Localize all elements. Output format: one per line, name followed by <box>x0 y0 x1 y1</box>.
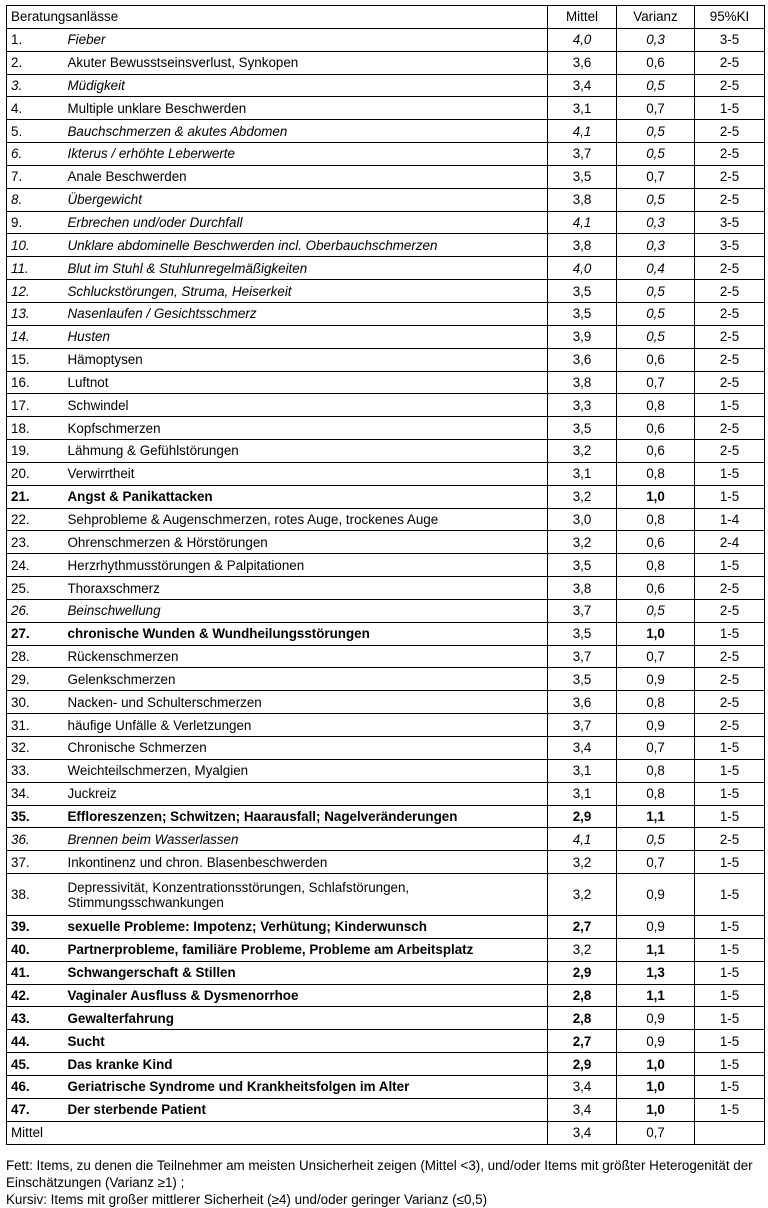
row-mean: 2,7 <box>548 916 617 939</box>
table-row <box>7 1075 765 1098</box>
row-number: 17. <box>7 394 68 417</box>
row-variance: 0,5 <box>617 188 695 211</box>
row-ci: 1-4 <box>695 508 765 531</box>
row-label: sexuelle Probleme: Impotenz; Verhütung; Kinderwunsch <box>68 916 548 939</box>
table-row <box>7 348 765 371</box>
row-number: 32. <box>7 737 68 760</box>
table-row <box>7 1053 765 1076</box>
row-mean: 3,5 <box>548 417 617 440</box>
row-number: 28. <box>7 645 68 668</box>
row-variance: 0,5 <box>617 120 695 143</box>
table-row <box>7 599 765 622</box>
table-row <box>7 188 765 211</box>
row-number: 8. <box>7 188 68 211</box>
row-label: Multiple unklare Beschwerden <box>68 97 548 120</box>
row-number: 10. <box>7 234 68 257</box>
row-ci: 2-5 <box>695 668 765 691</box>
row-variance: 0,6 <box>617 51 695 74</box>
table-row <box>7 737 765 760</box>
row-mean: 3,5 <box>548 280 617 303</box>
row-mean: 4,0 <box>548 28 617 51</box>
row-label: Schluckstörungen, Struma, Heiserkeit <box>68 280 548 303</box>
row-mean: 3,5 <box>548 622 617 645</box>
row-variance: 1,1 <box>617 805 695 828</box>
table-row <box>7 577 765 600</box>
row-number: 15. <box>7 348 68 371</box>
row-variance: 0,9 <box>617 668 695 691</box>
row-ci: 2-5 <box>695 417 765 440</box>
table-row <box>7 51 765 74</box>
row-number: 43. <box>7 1007 68 1030</box>
row-variance: 0,7 <box>617 371 695 394</box>
table-row <box>7 302 765 325</box>
row-variance: 0,7 <box>617 97 695 120</box>
row-ci: 1-5 <box>695 782 765 805</box>
row-number: 5. <box>7 120 68 143</box>
row-ci: 2-5 <box>695 143 765 166</box>
header-mean: Mittel <box>548 6 617 29</box>
table-row <box>7 440 765 463</box>
row-variance: 0,9 <box>617 1030 695 1053</box>
row-variance: 0,7 <box>617 737 695 760</box>
table-row <box>7 120 765 143</box>
table-row <box>7 622 765 645</box>
note-bold: Fett: Items, zu denen die Teilnehmer am meisten Unsicherheit zeigen (Mittel <3), und/oder Items mit größter Heterogenität der Einschätzungen (Varianz ≥1) ; <box>6 1157 753 1190</box>
table-row <box>7 74 765 97</box>
table-row <box>7 984 765 1007</box>
row-number: 13. <box>7 302 68 325</box>
row-ci: 3-5 <box>695 28 765 51</box>
row-number: 16. <box>7 371 68 394</box>
row-ci: 2-5 <box>695 165 765 188</box>
row-ci: 2-5 <box>695 188 765 211</box>
row-ci: 2-5 <box>695 645 765 668</box>
row-number: 39. <box>7 916 68 939</box>
table-row <box>7 417 765 440</box>
row-label: Hämoptysen <box>68 348 548 371</box>
row-number: 18. <box>7 417 68 440</box>
row-number: 11. <box>7 257 68 280</box>
row-ci: 2-5 <box>695 828 765 851</box>
table-row <box>7 554 765 577</box>
row-mean: 3,5 <box>548 165 617 188</box>
row-label: Herzrhythmusstörungen & Palpitationen <box>68 554 548 577</box>
row-label: Chronische Schmerzen <box>68 737 548 760</box>
row-ci: 2-5 <box>695 302 765 325</box>
row-mean: 3,1 <box>548 759 617 782</box>
row-variance: 0,9 <box>617 916 695 939</box>
row-number: 31. <box>7 714 68 737</box>
table-row <box>7 394 765 417</box>
consultation-reasons-table <box>6 5 765 1145</box>
row-label: Kopfschmerzen <box>68 417 548 440</box>
table-row <box>7 531 765 554</box>
table-row <box>7 325 765 348</box>
row-mean: 3,4 <box>548 737 617 760</box>
row-variance: 1,3 <box>617 961 695 984</box>
row-variance: 0,3 <box>617 211 695 234</box>
row-label: Brennen beim Wasserlassen <box>68 828 548 851</box>
table-row <box>7 759 765 782</box>
row-mean: 3,8 <box>548 371 617 394</box>
row-variance: 1,0 <box>617 1098 695 1121</box>
row-ci: 1-5 <box>695 485 765 508</box>
table-row <box>7 28 765 51</box>
header-variance: Varianz <box>617 6 695 29</box>
row-ci: 1-5 <box>695 759 765 782</box>
row-label: Angst & Panikattacken <box>68 485 548 508</box>
row-label: Verwirrtheit <box>68 462 548 485</box>
row-variance: 0,8 <box>617 691 695 714</box>
row-label: Das kranke Kind <box>68 1053 548 1076</box>
row-mean: 3,8 <box>548 234 617 257</box>
row-label: Schwangerschaft & Stillen <box>68 961 548 984</box>
row-number: 40. <box>7 938 68 961</box>
row-ci: 3-5 <box>695 211 765 234</box>
row-label: Ikterus / erhöhte Leberwerte <box>68 143 548 166</box>
row-label: Depressivität, Konzentrationsstörungen, Schlafstörungen, Stimmungsschwankungen <box>68 874 548 916</box>
row-mean: 2,9 <box>548 961 617 984</box>
row-variance: 0,7 <box>617 851 695 874</box>
row-ci: 2-5 <box>695 120 765 143</box>
row-label: Der sterbende Patient <box>68 1098 548 1121</box>
row-variance: 0,5 <box>617 74 695 97</box>
row-number: 45. <box>7 1053 68 1076</box>
row-mean: 4,0 <box>548 257 617 280</box>
row-variance: 0,8 <box>617 462 695 485</box>
row-label: Gelenkschmerzen <box>68 668 548 691</box>
row-mean: 3,8 <box>548 577 617 600</box>
table-row <box>7 916 765 939</box>
table-row <box>7 691 765 714</box>
row-mean: 3,1 <box>548 462 617 485</box>
mean-row-ci <box>695 1121 765 1144</box>
row-ci: 2-5 <box>695 51 765 74</box>
table-row <box>7 645 765 668</box>
row-mean: 3,5 <box>548 302 617 325</box>
row-variance: 0,4 <box>617 257 695 280</box>
row-mean: 3,7 <box>548 143 617 166</box>
row-ci: 1-5 <box>695 961 765 984</box>
row-number: 4. <box>7 97 68 120</box>
table-body <box>7 28 765 1121</box>
row-variance: 1,0 <box>617 1053 695 1076</box>
row-variance: 1,0 <box>617 622 695 645</box>
row-ci: 1-5 <box>695 554 765 577</box>
row-mean: 3,9 <box>548 325 617 348</box>
header-row <box>7 6 765 29</box>
row-mean: 3,4 <box>548 1075 617 1098</box>
row-number: 25. <box>7 577 68 600</box>
row-label: häufige Unfälle & Verletzungen <box>68 714 548 737</box>
row-ci: 1-5 <box>695 851 765 874</box>
row-number: 36. <box>7 828 68 851</box>
row-label: Akuter Bewusstseinsverlust, Synkopen <box>68 51 548 74</box>
row-number: 29. <box>7 668 68 691</box>
row-label: Geriatrische Syndrome und Krankheitsfolgen im Alter <box>68 1075 548 1098</box>
row-variance: 1,0 <box>617 485 695 508</box>
row-mean: 3,7 <box>548 645 617 668</box>
row-variance: 0,8 <box>617 508 695 531</box>
row-ci: 2-5 <box>695 257 765 280</box>
row-variance: 1,0 <box>617 1075 695 1098</box>
row-mean: 3,7 <box>548 599 617 622</box>
row-label: Inkontinenz und chron. Blasenbeschwerden <box>68 851 548 874</box>
row-ci: 1-5 <box>695 97 765 120</box>
row-ci: 1-5 <box>695 1030 765 1053</box>
row-variance: 0,9 <box>617 1007 695 1030</box>
table-row <box>7 508 765 531</box>
row-label: Schwindel <box>68 394 548 417</box>
row-ci: 2-5 <box>695 577 765 600</box>
row-label: Ohrenschmerzen & Hörstörungen <box>68 531 548 554</box>
table-row <box>7 961 765 984</box>
row-label: Fieber <box>68 28 548 51</box>
row-label: chronische Wunden & Wundheilungsstörungen <box>68 622 548 645</box>
row-label: Beinschwellung <box>68 599 548 622</box>
row-ci: 1-5 <box>695 1098 765 1121</box>
table-container <box>6 5 764 1208</box>
row-variance: 0,7 <box>617 165 695 188</box>
row-label: Müdigkeit <box>68 74 548 97</box>
row-variance: 0,8 <box>617 554 695 577</box>
row-variance: 0,8 <box>617 782 695 805</box>
table-row <box>7 714 765 737</box>
row-label: Unklare abdominelle Beschwerden incl. Oberbauchschmerzen <box>68 234 548 257</box>
row-variance: 0,9 <box>617 874 695 916</box>
row-number: 2. <box>7 51 68 74</box>
table-row <box>7 143 765 166</box>
table-row <box>7 1098 765 1121</box>
row-variance: 0,9 <box>617 714 695 737</box>
row-number: 6. <box>7 143 68 166</box>
row-ci: 2-5 <box>695 325 765 348</box>
row-ci: 2-5 <box>695 280 765 303</box>
note-italic: Kursiv: Items mit großer mittlerer Sicherheit (≥4) und/oder geringer Varianz (≤0,5) <box>6 1191 488 1207</box>
row-number: 38. <box>7 874 68 916</box>
row-number: 30. <box>7 691 68 714</box>
row-label: Luftnot <box>68 371 548 394</box>
row-number: 37. <box>7 851 68 874</box>
table-row <box>7 257 765 280</box>
row-ci: 2-5 <box>695 371 765 394</box>
header-title: Beratungsanlässe <box>7 6 548 29</box>
row-number: 46. <box>7 1075 68 1098</box>
row-number: 22. <box>7 508 68 531</box>
table-row <box>7 1030 765 1053</box>
row-mean: 3,4 <box>548 74 617 97</box>
table-row <box>7 1007 765 1030</box>
row-variance: 0,7 <box>617 645 695 668</box>
row-mean: 3,2 <box>548 938 617 961</box>
mean-row-label: Mittel <box>7 1121 548 1144</box>
row-number: 44. <box>7 1030 68 1053</box>
table-row <box>7 805 765 828</box>
row-ci: 1-5 <box>695 394 765 417</box>
row-number: 20. <box>7 462 68 485</box>
row-ci: 3-5 <box>695 234 765 257</box>
row-label: Rückenschmerzen <box>68 645 548 668</box>
row-number: 27. <box>7 622 68 645</box>
mean-row-mean: 3,4 <box>548 1121 617 1144</box>
row-mean: 3,6 <box>548 51 617 74</box>
row-mean: 3,5 <box>548 668 617 691</box>
table-row <box>7 462 765 485</box>
row-label: Effloreszenzen; Schwitzen; Haarausfall; Nagelveränderungen <box>68 805 548 828</box>
row-ci: 1-5 <box>695 874 765 916</box>
row-mean: 2,9 <box>548 805 617 828</box>
table-row <box>7 851 765 874</box>
row-variance: 0,5 <box>617 302 695 325</box>
row-number: 47. <box>7 1098 68 1121</box>
row-label: Partnerprobleme, familiäre Probleme, Probleme am Arbeitsplatz <box>68 938 548 961</box>
row-number: 33. <box>7 759 68 782</box>
table-row <box>7 874 765 916</box>
row-variance: 0,6 <box>617 577 695 600</box>
row-label: Gewalterfahrung <box>68 1007 548 1030</box>
row-label: Anale Beschwerden <box>68 165 548 188</box>
row-ci: 1-5 <box>695 462 765 485</box>
table-row <box>7 280 765 303</box>
row-number: 42. <box>7 984 68 1007</box>
row-label: Nacken- und Schulterschmerzen <box>68 691 548 714</box>
row-mean: 4,1 <box>548 828 617 851</box>
row-number: 1. <box>7 28 68 51</box>
row-number: 23. <box>7 531 68 554</box>
row-label: Bauchschmerzen & akutes Abdomen <box>68 120 548 143</box>
row-ci: 1-5 <box>695 622 765 645</box>
table-row <box>7 97 765 120</box>
table-row <box>7 165 765 188</box>
row-variance: 0,8 <box>617 394 695 417</box>
row-mean: 3,1 <box>548 97 617 120</box>
row-variance: 0,6 <box>617 417 695 440</box>
row-mean: 3,7 <box>548 714 617 737</box>
row-label: Thoraxschmerz <box>68 577 548 600</box>
row-ci: 1-5 <box>695 938 765 961</box>
row-label: Nasenlaufen / Gesichtsschmerz <box>68 302 548 325</box>
row-number: 34. <box>7 782 68 805</box>
row-label: Übergewicht <box>68 188 548 211</box>
table-row <box>7 234 765 257</box>
row-number: 41. <box>7 961 68 984</box>
row-ci: 2-4 <box>695 531 765 554</box>
row-mean: 3,2 <box>548 874 617 916</box>
row-variance: 0,5 <box>617 143 695 166</box>
mean-row <box>7 1121 765 1144</box>
row-label: Juckreiz <box>68 782 548 805</box>
row-variance: 1,1 <box>617 984 695 1007</box>
table-row <box>7 828 765 851</box>
row-number: 26. <box>7 599 68 622</box>
table-row <box>7 371 765 394</box>
row-variance: 0,6 <box>617 531 695 554</box>
row-number: 21. <box>7 485 68 508</box>
table-row <box>7 782 765 805</box>
row-mean: 3,8 <box>548 188 617 211</box>
row-mean: 3,0 <box>548 508 617 531</box>
row-ci: 1-5 <box>695 1075 765 1098</box>
row-ci: 2-5 <box>695 440 765 463</box>
row-mean: 3,6 <box>548 348 617 371</box>
row-label: Erbrechen und/oder Durchfall <box>68 211 548 234</box>
row-mean: 3,5 <box>548 554 617 577</box>
row-mean: 4,1 <box>548 211 617 234</box>
row-ci: 1-5 <box>695 1053 765 1076</box>
row-number: 7. <box>7 165 68 188</box>
row-label: Vaginaler Ausfluss & Dysmenorrhoe <box>68 984 548 1007</box>
row-ci: 1-5 <box>695 1007 765 1030</box>
table-notes <box>6 1157 764 1208</box>
row-variance: 0,5 <box>617 325 695 348</box>
row-variance: 0,8 <box>617 759 695 782</box>
row-variance: 0,3 <box>617 234 695 257</box>
row-label: Lähmung & Gefühlstörungen <box>68 440 548 463</box>
table-row <box>7 938 765 961</box>
mean-row-variance: 0,7 <box>617 1121 695 1144</box>
row-number: 35. <box>7 805 68 828</box>
row-variance: 1,1 <box>617 938 695 961</box>
row-mean: 2,8 <box>548 1007 617 1030</box>
table-row <box>7 485 765 508</box>
row-ci: 1-5 <box>695 916 765 939</box>
row-number: 12. <box>7 280 68 303</box>
row-ci: 2-5 <box>695 599 765 622</box>
row-label: Weichteilschmerzen, Myalgien <box>68 759 548 782</box>
row-label: Blut im Stuhl & Stuhlunregelmäßigkeiten <box>68 257 548 280</box>
row-mean: 3,1 <box>548 782 617 805</box>
row-mean: 2,9 <box>548 1053 617 1076</box>
row-ci: 2-5 <box>695 74 765 97</box>
row-variance: 0,3 <box>617 28 695 51</box>
row-mean: 4,1 <box>548 120 617 143</box>
row-ci: 1-5 <box>695 984 765 1007</box>
row-number: 19. <box>7 440 68 463</box>
row-label: Sehprobleme & Augenschmerzen, rotes Auge, trockenes Auge <box>68 508 548 531</box>
row-variance: 0,5 <box>617 599 695 622</box>
row-number: 14. <box>7 325 68 348</box>
row-number: 3. <box>7 74 68 97</box>
row-ci: 2-5 <box>695 714 765 737</box>
row-label: Husten <box>68 325 548 348</box>
row-mean: 3,6 <box>548 691 617 714</box>
row-mean: 2,8 <box>548 984 617 1007</box>
row-number: 9. <box>7 211 68 234</box>
row-label: Sucht <box>68 1030 548 1053</box>
row-ci: 2-5 <box>695 348 765 371</box>
row-ci: 1-5 <box>695 805 765 828</box>
row-mean: 3,3 <box>548 394 617 417</box>
table-row <box>7 211 765 234</box>
header-ci: 95%KI <box>695 6 765 29</box>
row-ci: 1-5 <box>695 737 765 760</box>
row-variance: 0,5 <box>617 280 695 303</box>
row-variance: 0,5 <box>617 828 695 851</box>
row-mean: 3,4 <box>548 1098 617 1121</box>
row-variance: 0,6 <box>617 440 695 463</box>
row-mean: 3,2 <box>548 485 617 508</box>
row-mean: 2,7 <box>548 1030 617 1053</box>
table-row <box>7 668 765 691</box>
row-mean: 3,2 <box>548 531 617 554</box>
row-mean: 3,2 <box>548 851 617 874</box>
row-ci: 2-5 <box>695 691 765 714</box>
row-number: 24. <box>7 554 68 577</box>
row-mean: 3,2 <box>548 440 617 463</box>
row-variance: 0,6 <box>617 348 695 371</box>
